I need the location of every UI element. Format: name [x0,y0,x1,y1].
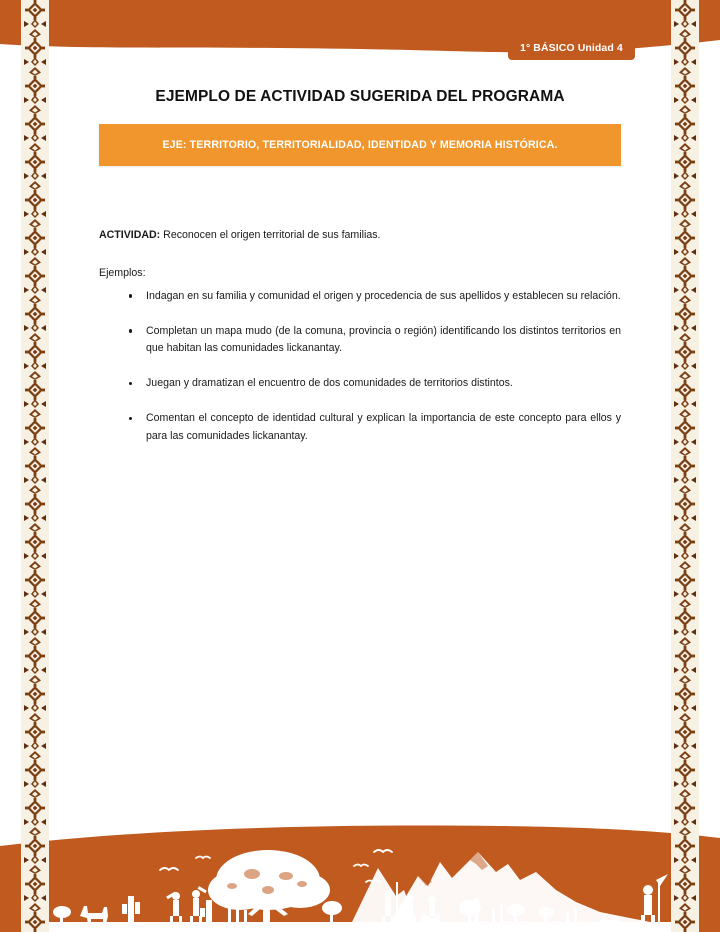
eje-banner-text: EJE: TERRITORIO, TERRITORIALIDAD, IDENTIDAD Y MEMORIA HISTÓRICA. [162,138,558,151]
activity-content [99,228,621,445]
activity-text: Reconocen el origen territorial de sus familias. [163,229,381,241]
left-ornamental-border [21,0,49,932]
bottom-right-orange-block [698,860,720,932]
list-item: Comentan el concepto de identidad cultural y explican la importancia de este concepto para ellos y para las comunidades lickanantay. [99,410,621,444]
unit-badge: 1° BÁSICO Unidad 4 [508,38,635,60]
andean-landscape-decoration [0,824,720,932]
list-item: Juegan y dramatizan el encuentro de dos comunidades de territorios distintos. [99,375,621,392]
examples-list [99,288,621,445]
activity-label: ACTIVIDAD: [99,229,161,241]
page-title: EJEMPLO DE ACTIVIDAD SUGERIDA DEL PROGRAMA [155,88,565,105]
bottom-left-orange-block [0,860,22,932]
list-item: Completan un mapa mudo (de la comuna, provincia o región) identificando los distintos territorios en que habitan las comunidades lickanantay. [99,323,621,357]
examples-label: Ejemplos: [99,266,146,279]
right-ornamental-border [671,0,699,932]
eje-banner [99,124,621,166]
activity-line [99,228,621,244]
list-item: Indagan en su familia y comunidad el origen y procedencia de sus apellidos y establecen su relación. [99,288,621,305]
